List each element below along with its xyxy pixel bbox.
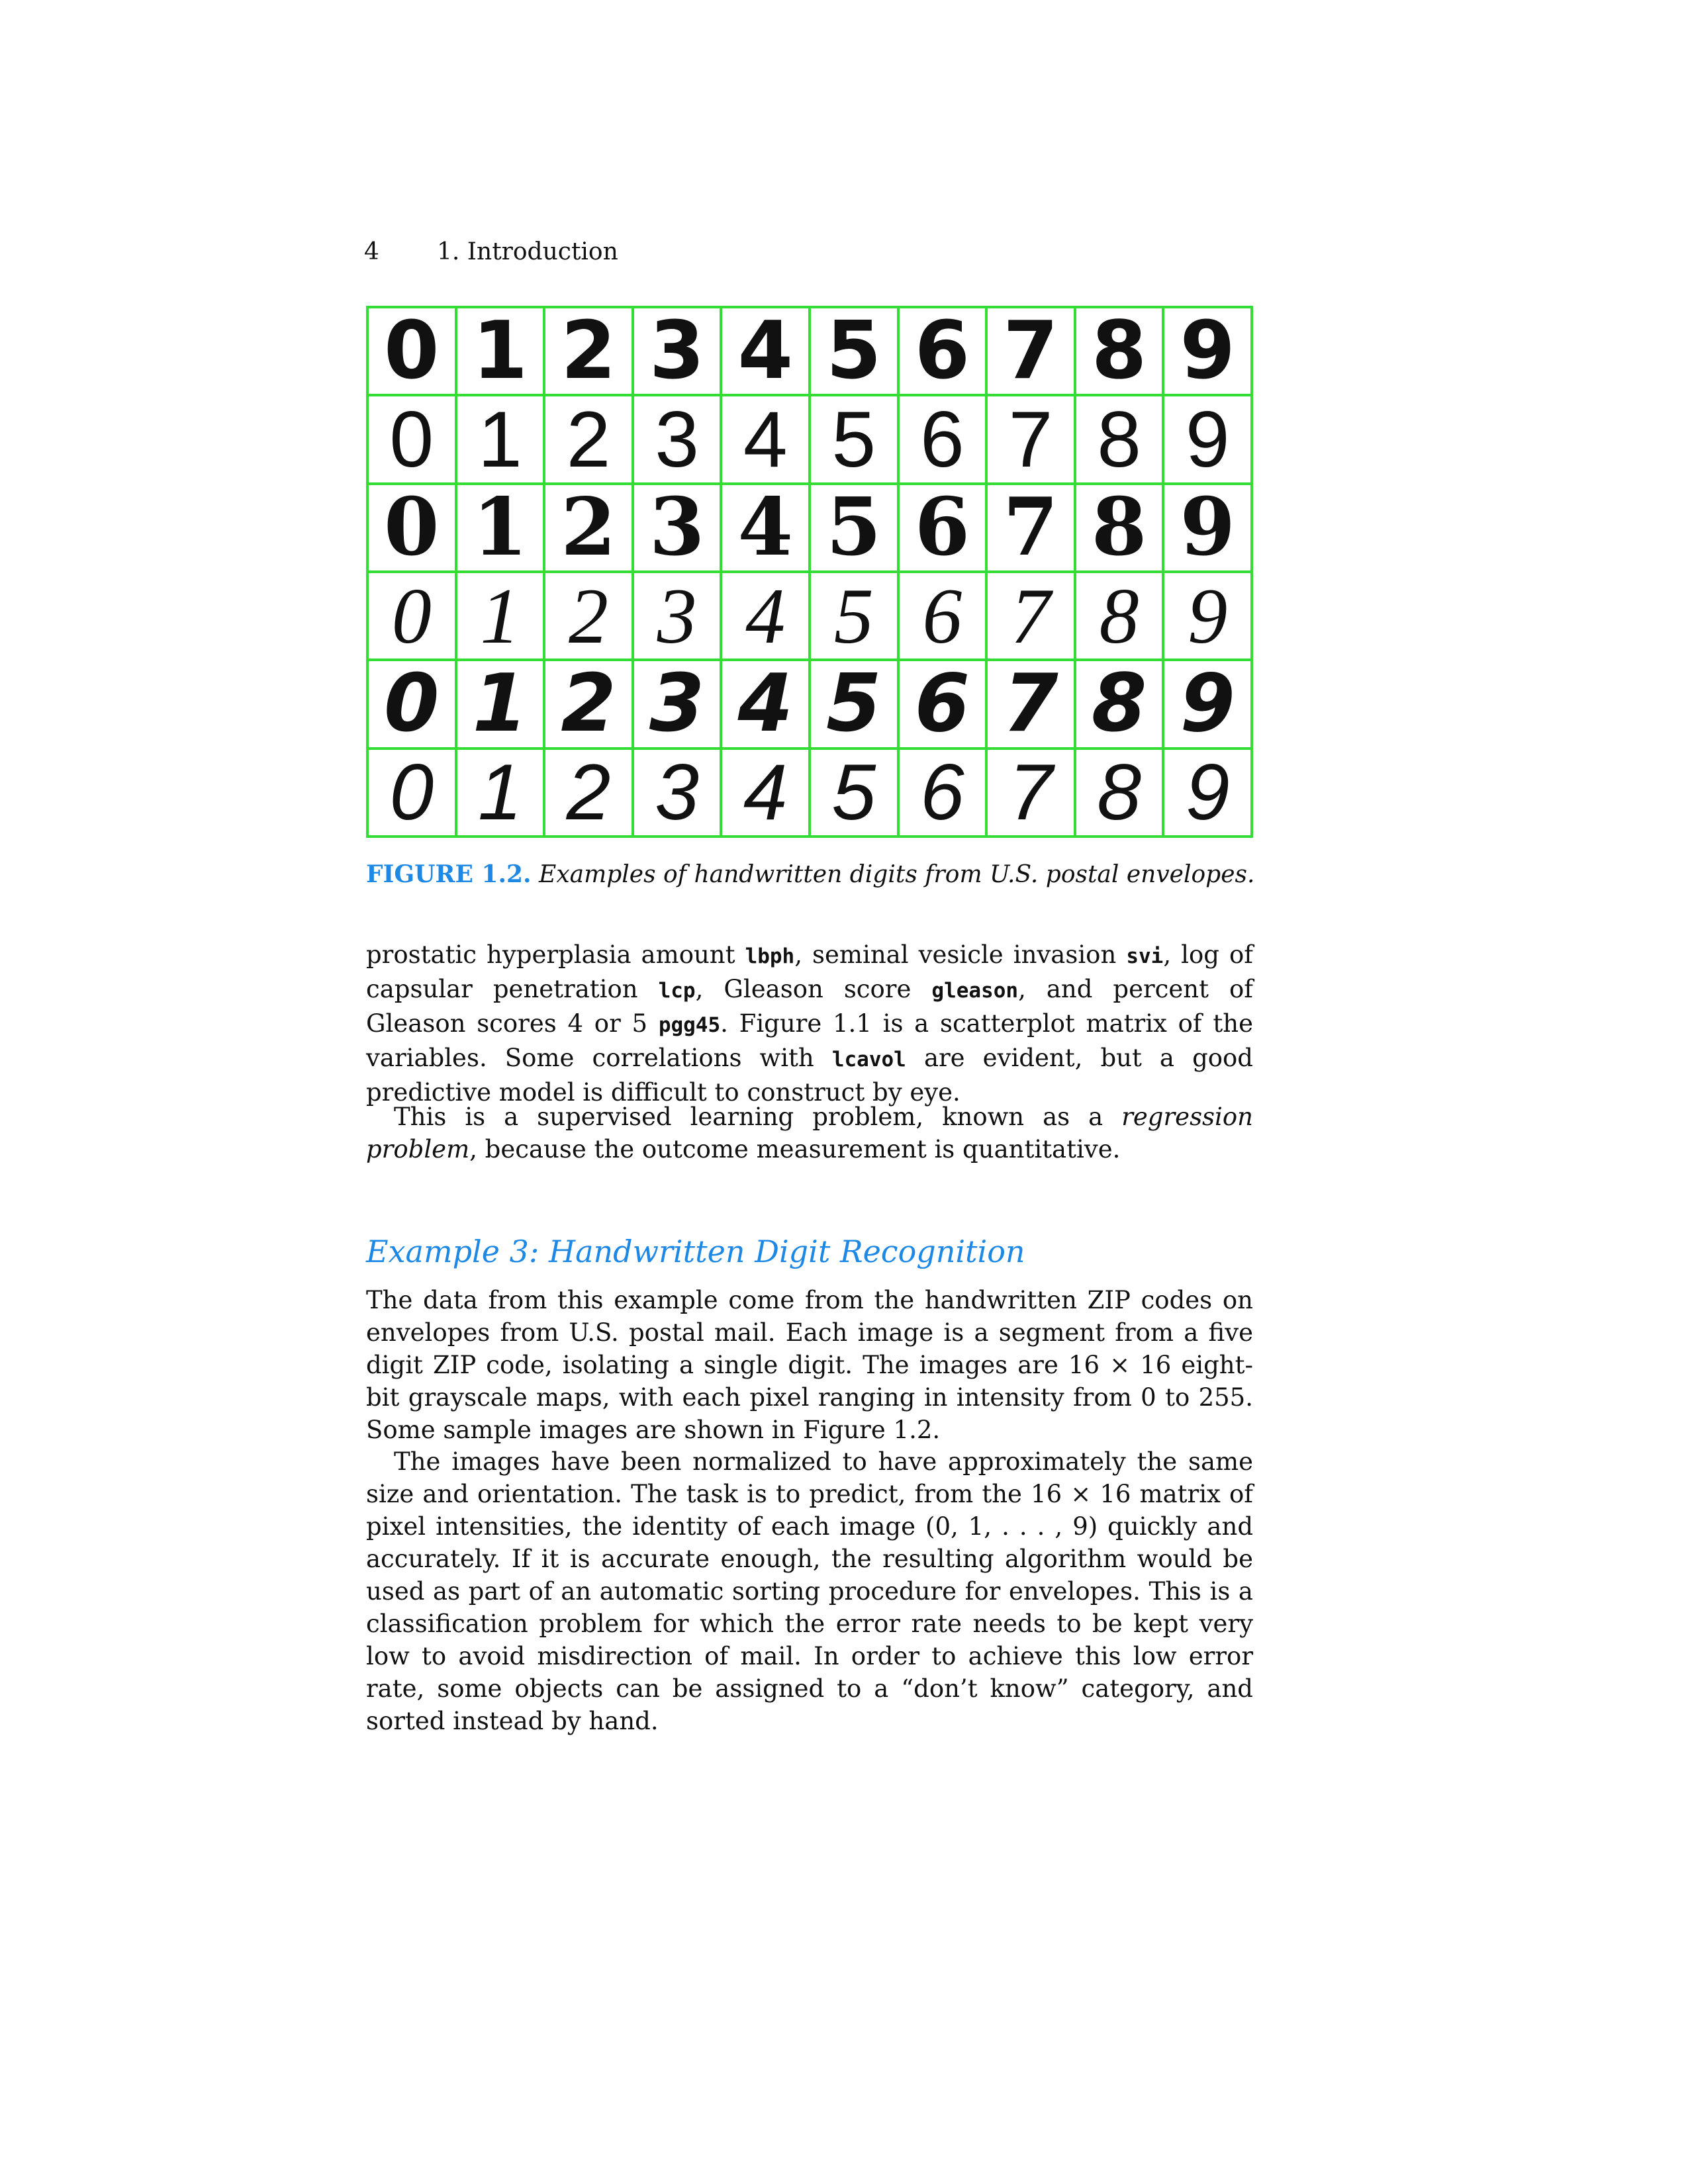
running-header (364, 238, 618, 265)
digit-glyph: 9 (1185, 748, 1230, 837)
digit-glyph: 1 (472, 660, 528, 749)
digit-glyph: 0 (384, 307, 440, 396)
digit-cell (810, 749, 898, 837)
digit-glyph: 3 (649, 483, 705, 572)
digit-cell (1163, 395, 1252, 483)
digit-cell (1075, 307, 1164, 395)
digit-cell (721, 307, 810, 395)
variable-lcavol: lcavol (831, 1048, 906, 1071)
digit-cell (721, 660, 810, 748)
digit-glyph: 6 (914, 660, 970, 749)
digit-glyph: 5 (826, 307, 882, 396)
digit-cell (367, 484, 456, 572)
digit-glyph: 2 (561, 307, 616, 396)
digit-cell (721, 749, 810, 837)
digit-glyph: 1 (478, 748, 522, 837)
chapter-title: 1. Introduction (437, 238, 618, 265)
variable-lbph: lbph (745, 944, 795, 968)
digit-glyph: 1 (472, 483, 528, 572)
digit-cell (1075, 749, 1164, 837)
text-run: This is a supervised learning problem, known as a (394, 1103, 1122, 1131)
digit-glyph: 2 (561, 483, 616, 572)
digit-cell (986, 749, 1075, 837)
digit-glyph: 2 (566, 748, 611, 837)
digit-cell (633, 660, 722, 748)
digit-glyph: 3 (649, 307, 705, 396)
figure-caption-text: Examples of handwritten digits from U.S. postal envelopes. (539, 861, 1255, 888)
digit-glyph: 9 (1180, 483, 1235, 572)
digit-glyph: 7 (1003, 307, 1058, 396)
digit-cell (1163, 572, 1252, 660)
digit-glyph: 4 (737, 307, 793, 396)
digit-glyph: 2 (561, 660, 616, 749)
digit-cell (633, 572, 722, 660)
digit-glyph: 5 (826, 660, 882, 749)
digit-glyph: 9 (1188, 571, 1228, 660)
handwritten-digits-figure (366, 306, 1253, 838)
digit-glyph: 6 (920, 748, 964, 837)
digit-glyph: 8 (1091, 660, 1147, 749)
digit-cell (633, 749, 722, 837)
digit-cell (898, 307, 987, 395)
digit-glyph: 5 (831, 395, 876, 484)
digit-cell (986, 307, 1075, 395)
digit-cell (544, 307, 633, 395)
digit-cell (721, 572, 810, 660)
digit-cell (721, 484, 810, 572)
digit-cell (456, 484, 545, 572)
digit-cell (456, 572, 545, 660)
digit-glyph: 4 (745, 571, 786, 660)
digit-cell (544, 572, 633, 660)
digit-cell (544, 395, 633, 483)
paragraph-normalization: The images have been normalized to have approximately the same size and orientation. The task is to predict, from the 16 × 16 matrix of pixel intensities, the identity of each image (0, 1, . . . , 9) quickly and accurately. If it is accurate enough, the resulting algorithm would be used as part of an automatic sorting procedure for envelopes. This is a classification problem for which the error rate needs to be kept very low to avoid misdirection of mail. In order to achieve this low error rate, some objects can be assigned to a “don’t know” category, and sorted instead by hand. (366, 1447, 1253, 1735)
text-run: , because the outcome measurement is quantitative. (469, 1135, 1121, 1163)
section-heading: Example 3: Handwritten Digit Recognition (366, 1234, 1025, 1269)
digit-cell (1163, 749, 1252, 837)
digit-glyph: 1 (478, 395, 522, 484)
digit-cell (367, 572, 456, 660)
variable-gleason: gleason (931, 979, 1019, 1003)
digit-cell (367, 749, 456, 837)
digit-cell (456, 395, 545, 483)
digit-glyph: 7 (1003, 483, 1058, 572)
digit-glyph: 6 (914, 307, 970, 396)
digit-glyph: 8 (1097, 395, 1141, 484)
digit-cell (1075, 660, 1164, 748)
digit-cell (986, 660, 1075, 748)
digit-glyph: 3 (655, 395, 699, 484)
text-run: , Gleason score (695, 975, 932, 1003)
digit-cell (721, 395, 810, 483)
digit-cell (810, 484, 898, 572)
page-number: 4 (364, 238, 379, 265)
digit-glyph: 0 (384, 483, 440, 572)
digit-glyph: 4 (737, 660, 793, 749)
digit-glyph: 8 (1099, 571, 1139, 660)
digit-cell (810, 395, 898, 483)
digit-cell (1075, 572, 1164, 660)
text-run: , log of capsular penetration (366, 940, 1253, 1003)
variable-svi: svi (1126, 944, 1164, 968)
digit-glyph: 6 (922, 571, 962, 660)
digit-glyph: 2 (568, 571, 608, 660)
digit-glyph: 3 (657, 571, 697, 660)
digit-cell (633, 307, 722, 395)
digit-cell (367, 307, 456, 395)
term-regression-problem: regression problem (366, 1103, 1253, 1163)
digit-cell (898, 395, 987, 483)
digit-cell (810, 572, 898, 660)
digit-cell (456, 749, 545, 837)
variable-lcp: lcp (658, 979, 696, 1003)
digit-glyph: 9 (1180, 660, 1235, 749)
digit-cell (456, 660, 545, 748)
digit-cell (898, 660, 987, 748)
digit-glyph: 3 (649, 660, 705, 749)
digit-glyph: 0 (384, 660, 440, 749)
digit-glyph: 7 (1003, 660, 1058, 749)
digit-glyph: 4 (743, 395, 788, 484)
digit-glyph: 0 (391, 571, 432, 660)
digit-cell (1075, 395, 1164, 483)
text-run: are evident, but a good predictive model is difficult to construct by eye. (366, 1044, 1253, 1107)
digit-cell (367, 660, 456, 748)
digit-cell (898, 484, 987, 572)
digit-glyph: 1 (480, 571, 520, 660)
digit-cell (986, 572, 1075, 660)
digit-glyph: 2 (566, 395, 611, 484)
digit-cell (544, 660, 633, 748)
digit-cell (633, 395, 722, 483)
digit-glyph: 5 (831, 748, 876, 837)
digit-glyph: 9 (1180, 307, 1235, 396)
digit-glyph: 3 (655, 748, 699, 837)
digit-cell (810, 660, 898, 748)
digit-cell (1163, 660, 1252, 748)
paragraph-prostate-variables (366, 938, 1253, 1109)
digit-cell (986, 484, 1075, 572)
digit-glyph: 7 (1010, 571, 1051, 660)
digit-glyph: 1 (472, 307, 528, 396)
digit-cell (1075, 484, 1164, 572)
text-run: . Figure 1.1 is a scatterplot matrix of the variables. Some correlations with (366, 1009, 1253, 1072)
digit-cell (1163, 307, 1252, 395)
variable-pgg45: pgg45 (658, 1013, 721, 1037)
digit-glyph: 7 (1008, 748, 1053, 837)
digit-glyph: 5 (833, 571, 874, 660)
digit-glyph: 0 (389, 748, 434, 837)
digit-glyph: 4 (737, 483, 793, 572)
digit-glyph: 6 (914, 483, 970, 572)
digit-cell (898, 749, 987, 837)
text-run: , and percent of Gleason scores 4 or 5 (366, 975, 1253, 1038)
figure-label: FIGURE 1.2. (366, 860, 532, 888)
digit-glyph: 5 (826, 483, 882, 572)
digit-glyph: 9 (1185, 395, 1230, 484)
digit-glyph: 8 (1091, 483, 1147, 572)
digit-glyph: 4 (743, 748, 788, 837)
digit-cell (898, 572, 987, 660)
figure-caption (366, 860, 1253, 888)
text-run: prostatic hyperplasia amount (366, 940, 745, 969)
digit-cell (544, 749, 633, 837)
digit-cell (456, 307, 545, 395)
digit-glyph: 0 (389, 395, 434, 484)
paragraph-regression-problem (366, 1101, 1253, 1165)
digit-glyph: 8 (1091, 307, 1147, 396)
paragraph-zip-data: The data from this example come from the handwritten ZIP codes on envelopes from U.S. postal mail. Each image is a segment from a five digit ZIP code, isolating a single digit. The images are 16 × 16 eight-bit grayscale maps, with each pixel ranging in intensity from 0 to 255. Some sample images are shown in Figure 1.2. (366, 1286, 1253, 1444)
digit-cell (544, 484, 633, 572)
digit-cell (367, 395, 456, 483)
digit-cell (810, 307, 898, 395)
text-run: , seminal vesicle invasion (794, 940, 1127, 969)
digit-cell (633, 484, 722, 572)
digit-glyph: 6 (920, 395, 964, 484)
digit-glyph: 8 (1097, 748, 1141, 837)
digit-cell (986, 395, 1075, 483)
digit-cell (1163, 484, 1252, 572)
digit-glyph: 7 (1008, 395, 1053, 484)
